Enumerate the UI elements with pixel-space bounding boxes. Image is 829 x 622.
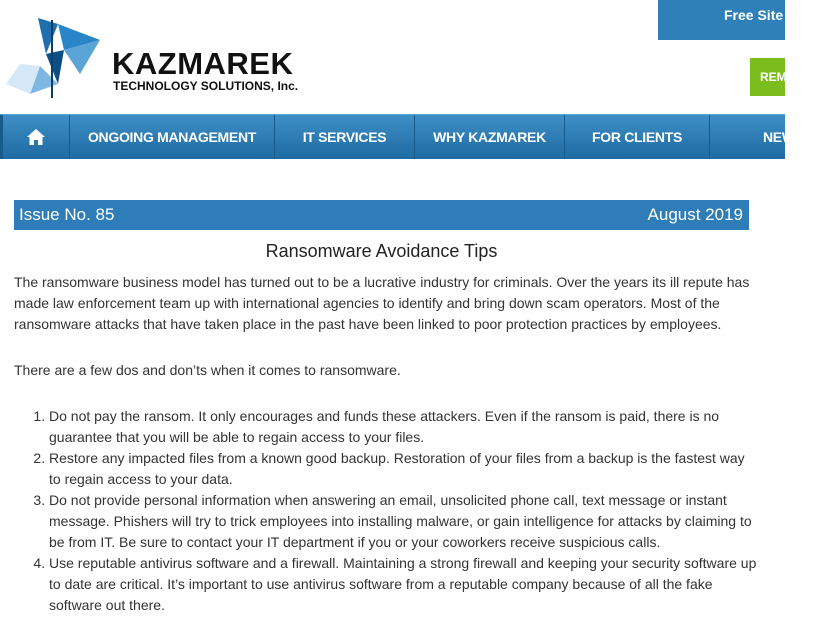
nav-for-clients[interactable]: FOR CLIENTS <box>564 115 709 159</box>
nav-news[interactable]: NEW <box>709 115 829 159</box>
list-item: 1. Do not pay the ransom. It only encourages and funds these attackers. Even if the ransom is paid, there is no guarantee that you will be able to regain access to your files. <box>49 406 759 448</box>
issue-bar <box>14 200 749 230</box>
tips-list <box>14 406 759 616</box>
main-nav <box>0 114 795 159</box>
nav-ongoing-management[interactable]: ONGOING MANAGEMENT <box>69 115 274 159</box>
brand-name: KAZMAREK <box>112 46 294 81</box>
issue-number: Issue No. 85 <box>19 205 115 224</box>
article-title: Ransomware Avoidance Tips <box>265 241 498 261</box>
company-logo[interactable] <box>0 14 330 102</box>
nav-why-kazmarek[interactable]: WHY KAZMAREK <box>414 115 564 159</box>
issue-date: August 2019 <box>647 205 743 224</box>
list-item: 4. Use reputable antivirus software and a firewall. Maintaining a strong firewall and keeping your security software up to date are critical. It’s important to use antivirus software from a reputable company because of all the fake software out there. <box>49 553 759 616</box>
site-header <box>0 0 797 114</box>
list-item: 2. Restore any impacted files from a known good backup. Restoration of your files from a backup is the fastest way to regain access to your data. <box>49 448 759 490</box>
logo-mark-icon <box>0 14 110 102</box>
nav-it-services[interactable]: IT SERVICES <box>274 115 414 159</box>
brand-subtitle: TECHNOLOGY SOLUTIONS, Inc. <box>113 79 299 93</box>
nav-home[interactable] <box>0 115 69 159</box>
remote-support-button[interactable]: REM <box>750 58 785 96</box>
article-intro: The ransomware business model has turned out to be a lucrative industry for criminals. Over the years its ill repute has made law enforcement team up with international agencies to identify and bring down scam operators. Most of the ransomware attacks that have taken place in the past have been linked to poor protection practices by employees. <box>14 274 750 332</box>
home-icon <box>27 129 45 145</box>
list-item: 3. Do not provide personal information when answering an email, unsolicited phone call, text message or instant message. Phishers will try to trick employees into installing malware, or gain intelligence for attacks by claiming to be from IT. Be sure to contact your IT department if you or your coworkers receive suspicious calls. <box>49 490 759 553</box>
article-lead: There are a few dos and don’ts when it comes to ransomware. <box>14 362 401 378</box>
free-site-assessment-button[interactable]: Free Site A <box>658 0 785 40</box>
article-body <box>14 272 759 616</box>
